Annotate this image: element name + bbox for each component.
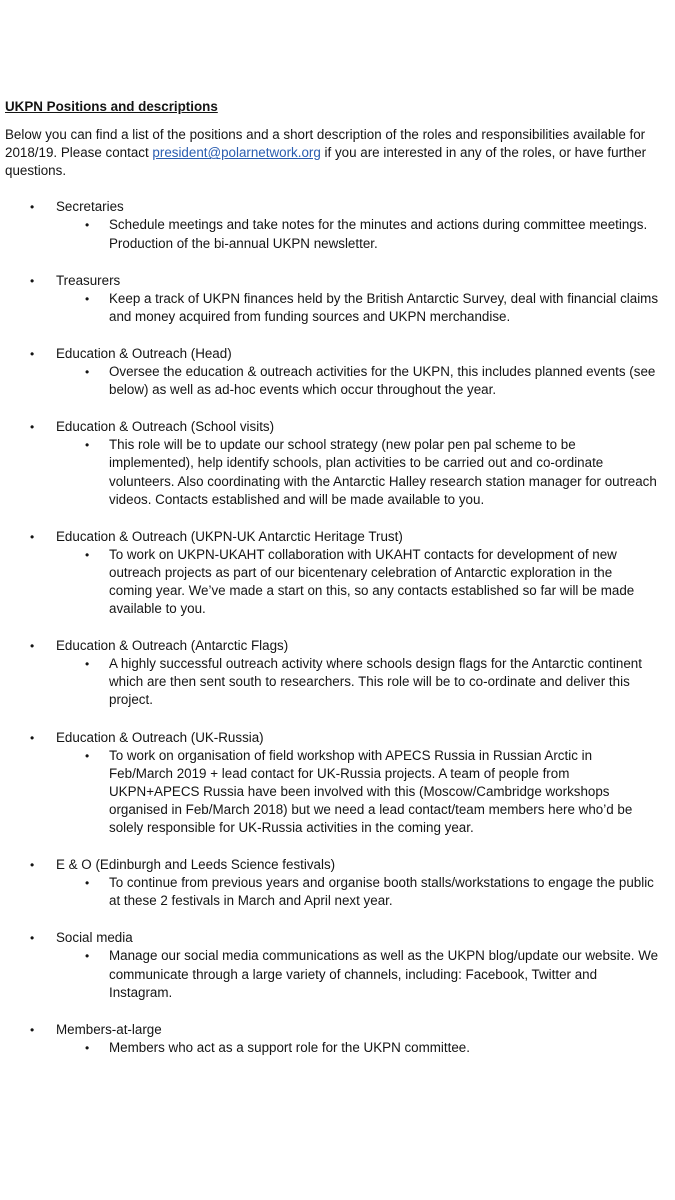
description-list <box>5 290 665 326</box>
position-description <box>5 947 665 1001</box>
position-description <box>5 290 665 326</box>
description-list <box>5 216 665 252</box>
description-list <box>5 874 665 910</box>
position-eo-science-festivals <box>5 856 665 910</box>
bullet-icon: • <box>85 1040 90 1055</box>
position-education-outreach-antarctic-flags <box>5 637 665 709</box>
position-description <box>5 747 665 837</box>
document <box>5 98 665 1057</box>
bullet-icon: • <box>85 438 90 453</box>
description-list <box>5 655 665 709</box>
position-education-outreach-school-visits <box>5 418 665 508</box>
position-title: Education & Outreach (UKPN-UK Antarctic Heritage Trust) <box>56 528 403 544</box>
description-list <box>5 363 665 399</box>
bullet-icon: • <box>85 876 90 891</box>
document-title: UKPN Positions and descriptions <box>5 99 218 114</box>
position-title: Education & Outreach (UK-Russia) <box>56 729 264 745</box>
bullet-icon: • <box>30 420 35 435</box>
bullet-icon: • <box>85 218 90 233</box>
position-title: Secretaries <box>56 199 124 215</box>
position-title: E & O (Edinburgh and Leeds Science festivals) <box>56 857 336 873</box>
description-text: To work on UKPN-UKAHT collaboration with UKAHT contacts for development of new outreach projects as part of our bicentenary celebration of Antarctic exploration in the coming year. We’ve made a start on this, so any contacts established so far will be made available to you. <box>109 546 635 617</box>
description-text: Members who act as a support role for the UKPN committee. <box>109 1039 470 1055</box>
position-description <box>5 436 665 508</box>
description-text: Schedule meetings and take notes for the minutes and actions during committee meetings. Production of the bi-annual UKPN newsletter. <box>109 217 648 251</box>
description-text: Manage our social media communications as well as the UKPN blog/update our website. We communicate through a large variety of channels, including: Facebook, Twitter and Instagram. <box>109 948 659 1000</box>
president-email-link[interactable]: president@polarnetwork.org <box>152 145 321 161</box>
description-text: Keep a track of UKPN finances held by the British Antarctic Survey, deal with financial claims and money acquired from funding sources and UKPN merchandise. <box>109 290 659 324</box>
bullet-icon: • <box>85 949 90 964</box>
position-members-at-large <box>5 1021 665 1057</box>
intro-paragraph <box>5 126 665 180</box>
position-description <box>5 1039 665 1057</box>
bullet-icon: • <box>30 273 35 288</box>
description-text: This role will be to update our school strategy (new polar pen pal scheme to be implemented), help identify schools, plan activities to be carried out and co-ordinate volunteers. Also coordinating with the Antarctic Halley research station manager for outreach videos. Contacts established and will be made available to you. <box>109 437 657 507</box>
bullet-icon: • <box>30 529 35 544</box>
bullet-icon: • <box>85 748 90 763</box>
position-social-media <box>5 929 665 1001</box>
description-text: To work on organisation of field workshop with APECS Russia in Russian Arctic in Feb/March 2019 + lead contact for UK-Russia projects. A team of people from UKPN+APECS Russia have been involved with this (Moscow/Cambridge workshops organised in Feb/March 2018) but we need a lead contact/team members here who’d be solely responsible for UK-Russia activities in the coming year. <box>109 747 633 835</box>
position-title: Education & Outreach (School visits) <box>56 419 275 435</box>
bullet-icon: • <box>30 931 35 946</box>
description-text: To continue from previous years and organise booth stalls/workstations to engage the public at these 2 festivals in March and April next year. <box>109 875 654 909</box>
position-title: Treasurers <box>56 272 121 288</box>
description-list <box>5 747 665 837</box>
bullet-icon: • <box>85 547 90 562</box>
position-title: Social media <box>56 930 133 946</box>
description-text: Oversee the education & outreach activities for the UKPN, this includes planned events (see below) as well as ad-hoc events which occur throughout the year. <box>109 364 656 398</box>
position-description <box>5 546 665 618</box>
position-description <box>5 655 665 709</box>
bullet-icon: • <box>30 858 35 873</box>
position-description <box>5 874 665 910</box>
bullet-icon: • <box>85 365 90 380</box>
bullet-icon: • <box>85 291 90 306</box>
position-education-outreach-uk-russia <box>5 729 665 838</box>
position-education-outreach-head <box>5 345 665 399</box>
position-description <box>5 363 665 399</box>
description-list <box>5 947 665 1001</box>
position-secretaries <box>5 198 665 252</box>
position-title: Members-at-large <box>56 1021 162 1037</box>
bullet-icon: • <box>30 639 35 654</box>
bullet-icon: • <box>85 657 90 672</box>
position-title: Education & Outreach (Head) <box>56 345 232 361</box>
description-list <box>5 436 665 508</box>
bullet-icon: • <box>30 1022 35 1037</box>
bullet-icon: • <box>30 200 35 215</box>
intro-text: Below you can find a list of the positions and a short description of the roles and responsibilities available for 2018/19. Please contact <box>5 127 646 161</box>
description-list <box>5 1039 665 1057</box>
bullet-icon: • <box>30 730 35 745</box>
position-treasurers <box>5 272 665 326</box>
positions-list <box>5 198 665 1057</box>
description-list <box>5 546 665 618</box>
position-education-outreach-heritage-trust <box>5 528 665 618</box>
position-description <box>5 216 665 252</box>
intro-text-end: if you are interested in any of the roles, or have further questions. <box>5 145 647 179</box>
description-text: A highly successful outreach activity where schools design flags for the Antarctic continent which are then sent south to researchers. This role will be to co-ordinate and deliver this project. <box>109 656 642 708</box>
bullet-icon: • <box>30 346 35 361</box>
position-title: Education & Outreach (Antarctic Flags) <box>56 638 289 654</box>
